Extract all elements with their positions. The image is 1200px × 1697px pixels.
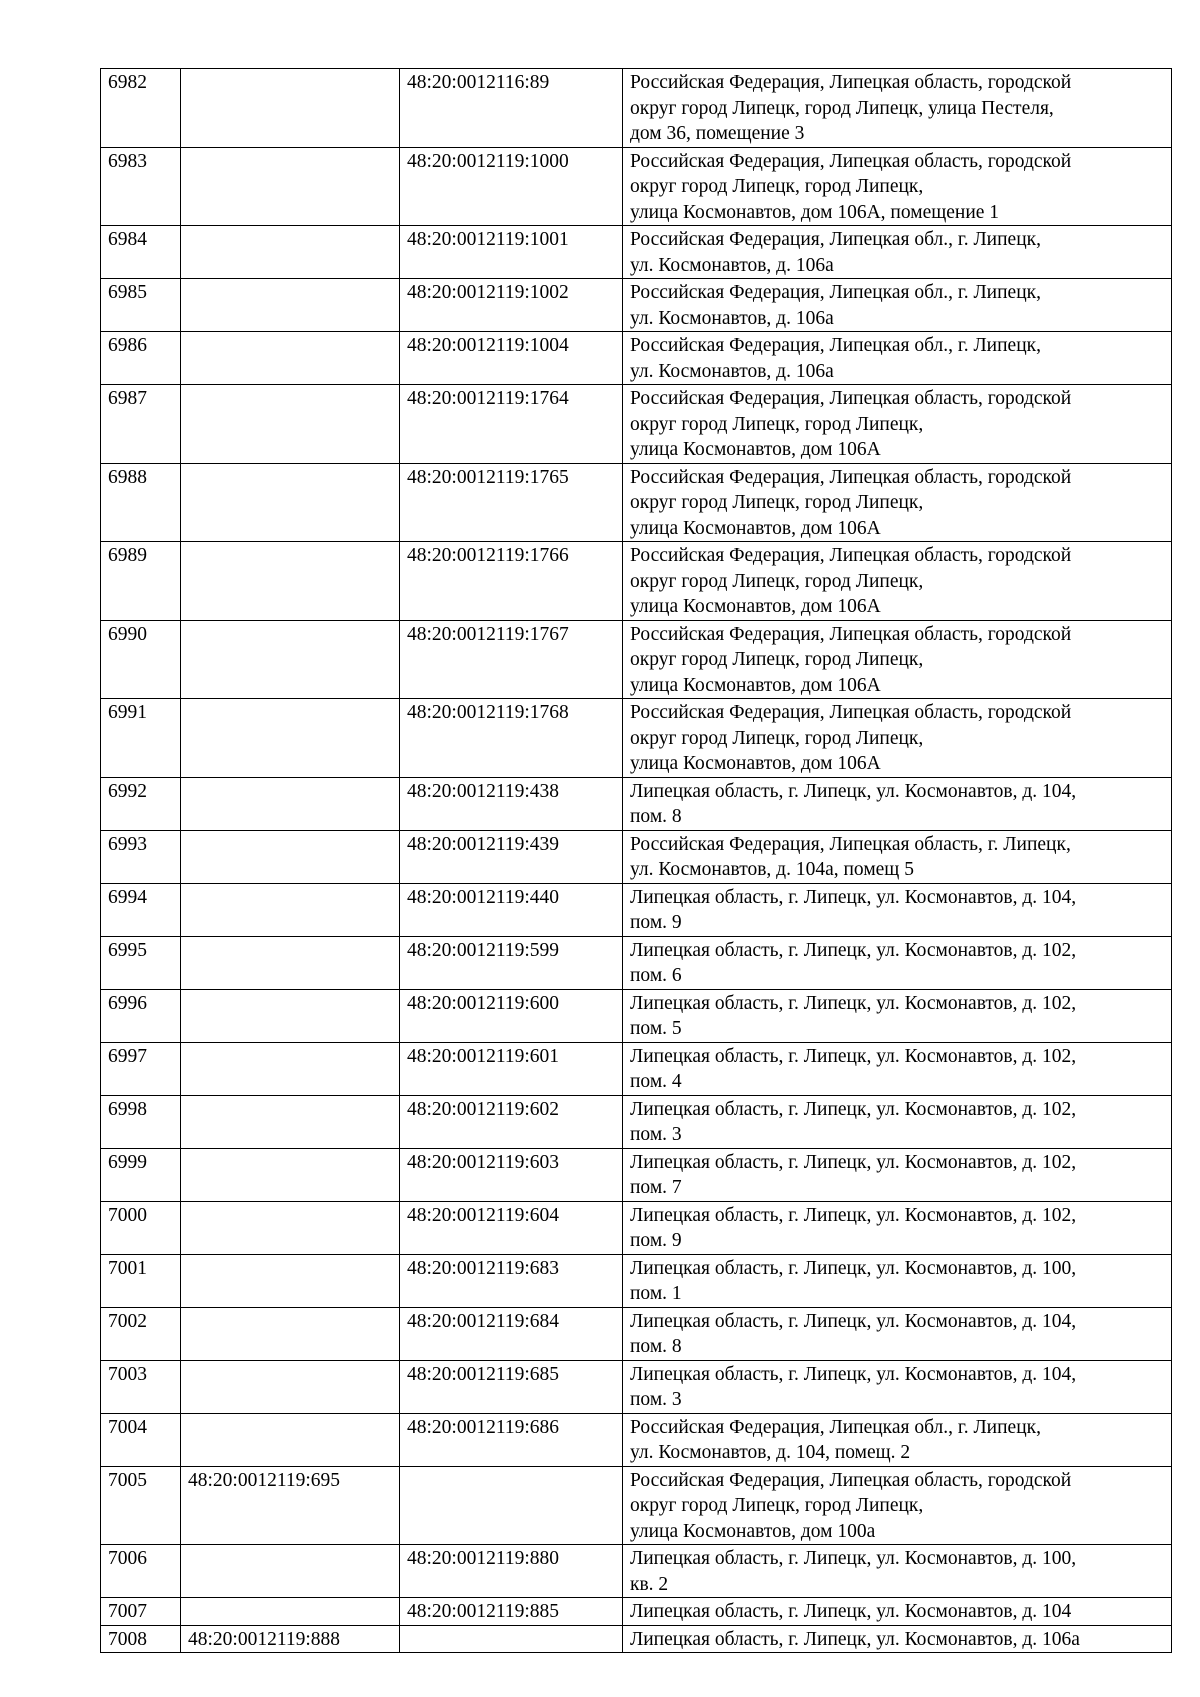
cadastral-number-premises-cell bbox=[400, 1625, 623, 1653]
cadastral-number-cell bbox=[181, 385, 400, 464]
cadastral-number-premises-cell: 48:20:0012119:1004 bbox=[400, 332, 623, 385]
row-number-cell: 7003 bbox=[101, 1360, 181, 1413]
address-line: Российская Федерация, Липецкая обл., г. Липецк, bbox=[630, 1416, 1041, 1438]
cadastral-number-premises-cell: 48:20:0012119:1765 bbox=[400, 463, 623, 542]
address-cell bbox=[623, 147, 1172, 226]
address-line: улица Космонавтов, дом 106А bbox=[630, 439, 881, 460]
row-number-cell: 6993 bbox=[101, 830, 181, 883]
cadastral-number-cell bbox=[181, 883, 400, 936]
address-line: Российская Федерация, Липецкая область, городской bbox=[630, 545, 1072, 566]
table-row bbox=[101, 1466, 1172, 1545]
row-number-cell: 7006 bbox=[101, 1545, 181, 1598]
cadastral-number-premises-cell: 48:20:0012119:885 bbox=[400, 1598, 623, 1626]
address-cell bbox=[623, 1545, 1172, 1598]
table-row bbox=[101, 1307, 1172, 1360]
address-cell bbox=[623, 1095, 1172, 1148]
row-number-cell: 6986 bbox=[101, 332, 181, 385]
address-line: пом. 8 bbox=[630, 1336, 682, 1357]
cadastral-number-premises-cell bbox=[400, 1466, 623, 1545]
address-line: округ город Липецк, город Липецк, bbox=[630, 570, 924, 592]
cadastral-number-cell bbox=[181, 1254, 400, 1307]
address-cell bbox=[623, 1042, 1172, 1095]
cadastral-number-premises-cell: 48:20:0012119:604 bbox=[400, 1201, 623, 1254]
row-number-cell: 6996 bbox=[101, 989, 181, 1042]
cadastral-number-cell bbox=[181, 1545, 400, 1598]
cadastral-number-premises-cell: 48:20:0012119:439 bbox=[400, 830, 623, 883]
address-line: округ город Липецк, город Липецк, bbox=[630, 176, 924, 197]
cadastral-number-premises-cell: 48:20:0012119:1764 bbox=[400, 385, 623, 464]
address-line: Российская Федерация, Липецкая обл., г. Липецк, bbox=[630, 282, 1041, 303]
cadastral-number-cell bbox=[181, 777, 400, 830]
registry-table bbox=[100, 68, 1172, 1653]
address-cell bbox=[623, 1201, 1172, 1254]
address-cell bbox=[623, 777, 1172, 830]
cadastral-number-premises-cell: 48:20:0012119:601 bbox=[400, 1042, 623, 1095]
cadastral-number-premises-cell: 48:20:0012119:600 bbox=[400, 989, 623, 1042]
address-line: Липецкая область, г. Липецк, ул. Космонавтов, д. 104, bbox=[630, 1310, 1077, 1332]
cadastral-number-premises-cell: 48:20:0012119:686 bbox=[400, 1413, 623, 1466]
address-line: ул. Космонавтов, д. 106а bbox=[630, 307, 834, 329]
address-cell bbox=[623, 1307, 1172, 1360]
address-line: округ город Липецк, город Липецк, bbox=[630, 413, 924, 435]
cadastral-number-cell bbox=[181, 147, 400, 226]
address-cell bbox=[623, 226, 1172, 279]
registry-table-body bbox=[101, 69, 1172, 1653]
row-number-cell: 6982 bbox=[101, 69, 181, 148]
address-line: пом. 5 bbox=[630, 1018, 682, 1039]
row-number-cell: 6988 bbox=[101, 463, 181, 542]
row-number-cell: 7007 bbox=[101, 1598, 181, 1626]
cadastral-number-cell bbox=[181, 989, 400, 1042]
address-line: округ город Липецк, город Липецк, bbox=[630, 649, 924, 670]
row-number-cell: 6984 bbox=[101, 226, 181, 279]
table-row bbox=[101, 1360, 1172, 1413]
address-cell bbox=[623, 332, 1172, 385]
cadastral-number-premises-cell: 48:20:0012119:603 bbox=[400, 1148, 623, 1201]
cadastral-number-premises-cell: 48:20:0012119:685 bbox=[400, 1360, 623, 1413]
cadastral-number-cell bbox=[181, 1042, 400, 1095]
table-row bbox=[101, 385, 1172, 464]
cadastral-number-premises-cell: 48:20:0012119:438 bbox=[400, 777, 623, 830]
cadastral-number-cell bbox=[181, 1598, 400, 1626]
address-line: ул. Космонавтов, д. 104а, помещ 5 bbox=[630, 859, 914, 880]
row-number-cell: 6990 bbox=[101, 620, 181, 699]
address-cell bbox=[623, 542, 1172, 621]
row-number-cell: 6999 bbox=[101, 1148, 181, 1201]
table-row bbox=[101, 1148, 1172, 1201]
address-line: Липецкая область, г. Липецк, ул. Космонавтов, д. 102, bbox=[630, 1098, 1077, 1120]
address-cell bbox=[623, 1413, 1172, 1466]
row-number-cell: 6994 bbox=[101, 883, 181, 936]
cadastral-number-cell bbox=[181, 332, 400, 385]
table-row bbox=[101, 989, 1172, 1042]
address-line: кв. 2 bbox=[630, 1573, 669, 1595]
table-row bbox=[101, 777, 1172, 830]
table-row bbox=[101, 332, 1172, 385]
cadastral-number-premises-cell: 48:20:0012116:89 bbox=[400, 69, 623, 148]
cadastral-number-cell bbox=[181, 1307, 400, 1360]
address-line: Липецкая область, г. Липецк, ул. Космонавтов, д. 100, bbox=[630, 1548, 1077, 1569]
table-row bbox=[101, 69, 1172, 148]
row-number-cell: 6989 bbox=[101, 542, 181, 621]
cadastral-number-premises-cell: 48:20:0012119:880 bbox=[400, 1545, 623, 1598]
cadastral-number-premises-cell: 48:20:0012119:1002 bbox=[400, 279, 623, 332]
cadastral-number-premises-cell: 48:20:0012119:1768 bbox=[400, 699, 623, 778]
address-cell bbox=[623, 1360, 1172, 1413]
row-number-cell: 7001 bbox=[101, 1254, 181, 1307]
address-cell bbox=[623, 936, 1172, 989]
address-line: пом. 9 bbox=[630, 912, 682, 933]
address-line: Липецкая область, г. Липецк, ул. Космонавтов, д. 102, bbox=[630, 1045, 1077, 1067]
table-row bbox=[101, 1254, 1172, 1307]
table-row bbox=[101, 699, 1172, 778]
cadastral-number-cell bbox=[181, 542, 400, 621]
row-number-cell: 6985 bbox=[101, 279, 181, 332]
address-line: Липецкая область, г. Липецк, ул. Космонавтов, д. 100, bbox=[630, 1257, 1077, 1279]
address-line: Российская Федерация, Липецкая область, городской bbox=[630, 623, 1072, 645]
cadastral-number-premises-cell: 48:20:0012119:684 bbox=[400, 1307, 623, 1360]
address-line: пом. 9 bbox=[630, 1230, 682, 1251]
address-cell bbox=[623, 1466, 1172, 1545]
address-line: пом. 1 bbox=[630, 1283, 682, 1304]
cadastral-number-premises-cell: 48:20:0012119:1767 bbox=[400, 620, 623, 699]
table-row bbox=[101, 279, 1172, 332]
cadastral-number-premises-cell: 48:20:0012119:683 bbox=[400, 1254, 623, 1307]
row-number-cell: 7004 bbox=[101, 1413, 181, 1466]
table-row bbox=[101, 226, 1172, 279]
address-line: дом 36, помещение 3 bbox=[630, 123, 805, 144]
cadastral-number-cell bbox=[181, 279, 400, 332]
address-line: Российская Федерация, Липецкая область, г. Липецк, bbox=[630, 833, 1071, 855]
address-cell bbox=[623, 883, 1172, 936]
address-line: улица Космонавтов, дом 100а bbox=[630, 1520, 876, 1542]
address-cell bbox=[623, 1625, 1172, 1653]
address-line: Российская Федерация, Липецкая область, городской bbox=[630, 702, 1072, 723]
address-cell bbox=[623, 989, 1172, 1042]
cadastral-number-cell bbox=[181, 1413, 400, 1466]
address-line: Российская Федерация, Липецкая обл., г. Липецк, bbox=[630, 229, 1041, 250]
row-number-cell: 6991 bbox=[101, 699, 181, 778]
table-row bbox=[101, 936, 1172, 989]
address-line: ул. Космонавтов, д. 106а bbox=[630, 360, 834, 382]
address-line: округ город Липецк, город Липецк, bbox=[630, 1495, 924, 1516]
address-line: Российская Федерация, Липецкая область, городской bbox=[630, 150, 1072, 172]
address-cell bbox=[623, 69, 1172, 148]
cadastral-number-cell bbox=[181, 699, 400, 778]
table-row bbox=[101, 1625, 1172, 1653]
address-line: Российская Федерация, Липецкая область, городской bbox=[630, 72, 1072, 93]
row-number-cell: 7002 bbox=[101, 1307, 181, 1360]
address-line: Российская Федерация, Липецкая обл., г. Липецк, bbox=[630, 335, 1041, 356]
address-line: Липецкая область, г. Липецк, ул. Космонавтов, д. 102, bbox=[630, 1204, 1077, 1226]
table-row bbox=[101, 463, 1172, 542]
cadastral-number-cell: 48:20:0012119:695 bbox=[181, 1466, 400, 1545]
table-row bbox=[101, 542, 1172, 621]
row-number-cell: 7008 bbox=[101, 1625, 181, 1653]
address-line: Российская Федерация, Липецкая область, городской bbox=[630, 466, 1072, 488]
table-row bbox=[101, 1598, 1172, 1626]
cadastral-number-cell bbox=[181, 620, 400, 699]
address-cell bbox=[623, 463, 1172, 542]
cadastral-number-premises-cell: 48:20:0012119:599 bbox=[400, 936, 623, 989]
table-row bbox=[101, 1095, 1172, 1148]
address-line: Липецкая область, г. Липецк, ул. Космонавтов, д. 102, bbox=[630, 992, 1077, 1014]
row-number-cell: 6992 bbox=[101, 777, 181, 830]
address-cell bbox=[623, 620, 1172, 699]
address-line: округ город Липецк, город Липецк, bbox=[630, 492, 924, 513]
cadastral-number-premises-cell: 48:20:0012119:440 bbox=[400, 883, 623, 936]
cadastral-number-cell bbox=[181, 1201, 400, 1254]
address-line: пом. 6 bbox=[630, 965, 682, 986]
row-number-cell: 7005 bbox=[101, 1466, 181, 1545]
cadastral-number-cell bbox=[181, 830, 400, 883]
address-line: Липецкая область, г. Липецк, ул. Космонавтов, д. 106а bbox=[630, 1628, 1080, 1650]
cadastral-number-cell bbox=[181, 1148, 400, 1201]
table-row bbox=[101, 1042, 1172, 1095]
address-line: пом. 8 bbox=[630, 806, 682, 827]
cadastral-number-premises-cell: 48:20:0012119:1766 bbox=[400, 542, 623, 621]
cadastral-number-premises-cell: 48:20:0012119:602 bbox=[400, 1095, 623, 1148]
address-line: Липецкая область, г. Липецк, ул. Космонавтов, д. 104, bbox=[630, 1363, 1077, 1385]
address-line: Липецкая область, г. Липецк, ул. Космонавтов, д. 102, bbox=[630, 939, 1077, 961]
table-row bbox=[101, 883, 1172, 936]
address-cell bbox=[623, 1598, 1172, 1626]
table-row bbox=[101, 1545, 1172, 1598]
cadastral-number-cell bbox=[181, 463, 400, 542]
cadastral-number-cell bbox=[181, 69, 400, 148]
address-line: пом. 3 bbox=[630, 1389, 682, 1410]
address-line: улица Космонавтов, дом 106А bbox=[630, 517, 881, 539]
address-line: Российская Федерация, Липецкая область, городской bbox=[630, 388, 1072, 409]
cadastral-number-cell bbox=[181, 226, 400, 279]
cadastral-number-cell bbox=[181, 1360, 400, 1413]
address-line: Липецкая область, г. Липецк, ул. Космонавтов, д. 104, bbox=[630, 886, 1077, 908]
document-page bbox=[100, 68, 1171, 1653]
address-line: пом. 7 bbox=[630, 1177, 682, 1198]
address-line: ул. Космонавтов, д. 106а bbox=[630, 254, 834, 276]
row-number-cell: 6987 bbox=[101, 385, 181, 464]
row-number-cell: 7000 bbox=[101, 1201, 181, 1254]
row-number-cell: 6998 bbox=[101, 1095, 181, 1148]
address-cell bbox=[623, 385, 1172, 464]
address-line: округ город Липецк, город Липецк, улица Пестеля, bbox=[630, 97, 1054, 119]
table-row bbox=[101, 1413, 1172, 1466]
table-row bbox=[101, 830, 1172, 883]
table-row bbox=[101, 1201, 1172, 1254]
cadastral-number-cell: 48:20:0012119:888 bbox=[181, 1625, 400, 1653]
table-row bbox=[101, 620, 1172, 699]
address-cell bbox=[623, 699, 1172, 778]
address-line: Липецкая область, г. Липецк, ул. Космонавтов, д. 102, bbox=[630, 1151, 1077, 1173]
row-number-cell: 6995 bbox=[101, 936, 181, 989]
address-line: ул. Космонавтов, д. 104, помещ. 2 bbox=[630, 1442, 911, 1463]
address-line: Липецкая область, г. Липецк, ул. Космонавтов, д. 104 bbox=[630, 1601, 1072, 1622]
address-cell bbox=[623, 830, 1172, 883]
address-line: улица Космонавтов, дом 106А bbox=[630, 596, 881, 617]
address-line: улица Космонавтов, дом 106А bbox=[630, 753, 881, 774]
row-number-cell: 6983 bbox=[101, 147, 181, 226]
cadastral-number-cell bbox=[181, 1095, 400, 1148]
address-cell bbox=[623, 279, 1172, 332]
cadastral-number-premises-cell: 48:20:0012119:1000 bbox=[400, 147, 623, 226]
address-line: улица Космонавтов, дом 106А bbox=[630, 674, 881, 696]
address-line: округ город Липецк, город Липецк, bbox=[630, 727, 924, 749]
address-cell bbox=[623, 1148, 1172, 1201]
address-line: пом. 3 bbox=[630, 1124, 682, 1145]
cadastral-number-premises-cell: 48:20:0012119:1001 bbox=[400, 226, 623, 279]
address-line: Липецкая область, г. Липецк, ул. Космонавтов, д. 104, bbox=[630, 780, 1077, 802]
cadastral-number-cell bbox=[181, 936, 400, 989]
address-line: улица Космонавтов, дом 106А, помещение 1 bbox=[630, 201, 1000, 223]
address-line: Российская Федерация, Липецкая область, городской bbox=[630, 1469, 1072, 1491]
row-number-cell: 6997 bbox=[101, 1042, 181, 1095]
table-row bbox=[101, 147, 1172, 226]
address-line: пом. 4 bbox=[630, 1071, 682, 1092]
address-cell bbox=[623, 1254, 1172, 1307]
